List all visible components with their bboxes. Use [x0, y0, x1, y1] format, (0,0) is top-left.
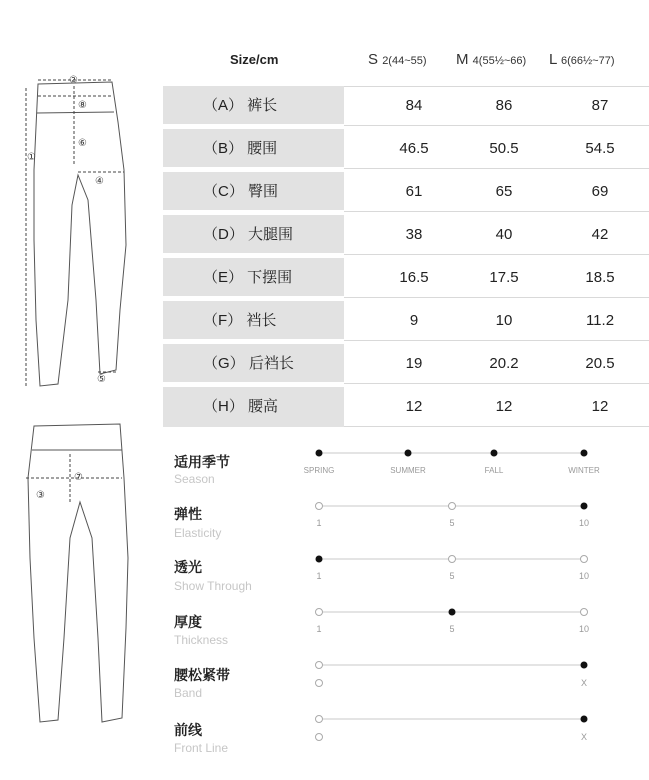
season-tick-summer: SUMMER — [390, 466, 426, 475]
band-yes-dot — [581, 662, 588, 669]
cell-l: 87 — [591, 97, 609, 114]
cell-s: 84 — [405, 97, 423, 114]
table-row — [163, 86, 649, 126]
row-label: （B） 腰围 — [163, 129, 344, 169]
elasticity-tick-min: 1 — [316, 518, 322, 528]
size-s-header — [368, 51, 427, 68]
size-l-letter: L — [549, 51, 557, 68]
leggings-outline — [34, 82, 126, 386]
season-title: 适用季节 — [174, 454, 230, 470]
cell-s: 61 — [405, 183, 423, 200]
band-title: 腰松紧带 — [174, 667, 230, 683]
elasticity-scale — [300, 497, 620, 517]
cell-m: 86 — [495, 97, 513, 114]
band-subtitle: Band — [174, 686, 203, 700]
row-label: （D） 大腿围 — [163, 215, 344, 255]
table-row — [163, 215, 649, 255]
marker-8: ⑧ — [78, 100, 87, 111]
thickness-tick-mid: 5 — [449, 624, 455, 634]
size-s-letter: S — [368, 51, 379, 68]
front-line-yes-dot — [581, 716, 588, 723]
season-dot-winter — [581, 450, 588, 457]
elasticity-tick-max: 10 — [578, 518, 589, 528]
size-l-range: 6(66½~77) — [560, 55, 615, 67]
thickness-subtitle: Thickness — [174, 633, 229, 647]
marker-1: ① — [27, 152, 36, 163]
cell-m: 40 — [495, 226, 513, 243]
marker-7: ⑦ — [74, 472, 83, 483]
cell-m: 50.5 — [489, 140, 519, 157]
season-subtitle: Season — [174, 472, 215, 486]
season-scale — [300, 444, 620, 464]
show-through-tick-min: 1 — [316, 571, 322, 581]
cell-l: 11.2 — [585, 312, 615, 329]
show-through-subtitle: Show Through — [174, 579, 252, 593]
cell-s: 38 — [405, 226, 423, 243]
size-unit-label: Size/cm — [230, 52, 279, 67]
cell-m: 10 — [495, 312, 513, 329]
show-through-tick-mid: 5 — [449, 571, 455, 581]
thickness-tick-max: 10 — [578, 624, 589, 634]
season-dot-fall — [491, 450, 498, 457]
marker-4: ④ — [95, 176, 104, 187]
thickness-tick-min: 1 — [316, 624, 322, 634]
elasticity-tick-mid: 5 — [449, 518, 455, 528]
marker-3: ③ — [36, 490, 45, 501]
show-through-title: 透光 — [174, 559, 202, 575]
season-dot-spring — [316, 450, 323, 457]
cell-l: 54.5 — [585, 140, 615, 157]
row-label: （A） 裤长 — [163, 86, 344, 126]
cell-m: 20.2 — [489, 355, 519, 372]
elasticity-subtitle: Elasticity — [174, 526, 222, 540]
elasticity-title: 弹性 — [174, 506, 202, 522]
row-label: （F） 裆长 — [163, 301, 344, 341]
cell-l: 12 — [591, 398, 609, 415]
cell-s: 46.5 — [399, 140, 429, 157]
season-dot-summer — [405, 450, 412, 457]
size-m-letter: M — [456, 51, 469, 68]
row-label: （G） 后裆长 — [163, 344, 344, 384]
season-tick-fall: FALL — [484, 466, 504, 475]
row-label: （E） 下摆围 — [163, 258, 344, 298]
row-label: （C） 臀围 — [163, 172, 344, 212]
cell-s: 19 — [405, 355, 423, 372]
cell-l: 69 — [591, 183, 609, 200]
table-row — [163, 344, 649, 384]
cell-m: 17.5 — [489, 269, 519, 286]
table-row — [163, 129, 649, 169]
table-row — [163, 301, 649, 341]
marker-5: ⑤ — [97, 374, 106, 385]
show-through-tick-max: 10 — [578, 571, 589, 581]
front-line-title: 前线 — [174, 722, 202, 738]
thickness-level-dot — [449, 609, 456, 616]
row-label: （H） 腰高 — [163, 387, 344, 427]
table-row — [163, 258, 649, 298]
leggings-back-outline — [28, 424, 128, 722]
size-s-range: 2(44~55) — [382, 55, 427, 67]
size-l-header — [549, 51, 614, 68]
front-line-subtitle: Front Line — [174, 741, 229, 755]
size-m-header — [456, 51, 526, 68]
leggings-front-diagram — [0, 70, 160, 400]
thickness-title: 厚度 — [174, 614, 202, 630]
cell-s: 16.5 — [399, 269, 429, 286]
cell-s: 9 — [409, 312, 419, 329]
cell-m: 65 — [495, 183, 513, 200]
cell-l: 18.5 — [585, 269, 615, 286]
show-through-scale — [300, 550, 620, 570]
marker-2: ② — [69, 75, 78, 86]
cell-l: 20.5 — [585, 355, 615, 372]
front-line-x-label: X — [580, 732, 587, 742]
size-m-range: 4(55½~66) — [472, 55, 527, 67]
show-through-level-dot — [316, 556, 323, 563]
thickness-scale — [300, 603, 620, 623]
season-tick-winter: WINTER — [568, 466, 600, 475]
elasticity-level-dot — [581, 503, 588, 510]
band-x-label: X — [580, 678, 587, 688]
cell-l: 42 — [591, 226, 609, 243]
cell-m: 12 — [495, 398, 513, 415]
table-row — [163, 172, 649, 212]
leggings-back-diagram — [0, 418, 160, 728]
season-tick-spring: SPRING — [303, 466, 335, 475]
table-row — [163, 387, 649, 427]
marker-6: ⑥ — [78, 138, 87, 149]
cell-s: 12 — [405, 398, 423, 415]
